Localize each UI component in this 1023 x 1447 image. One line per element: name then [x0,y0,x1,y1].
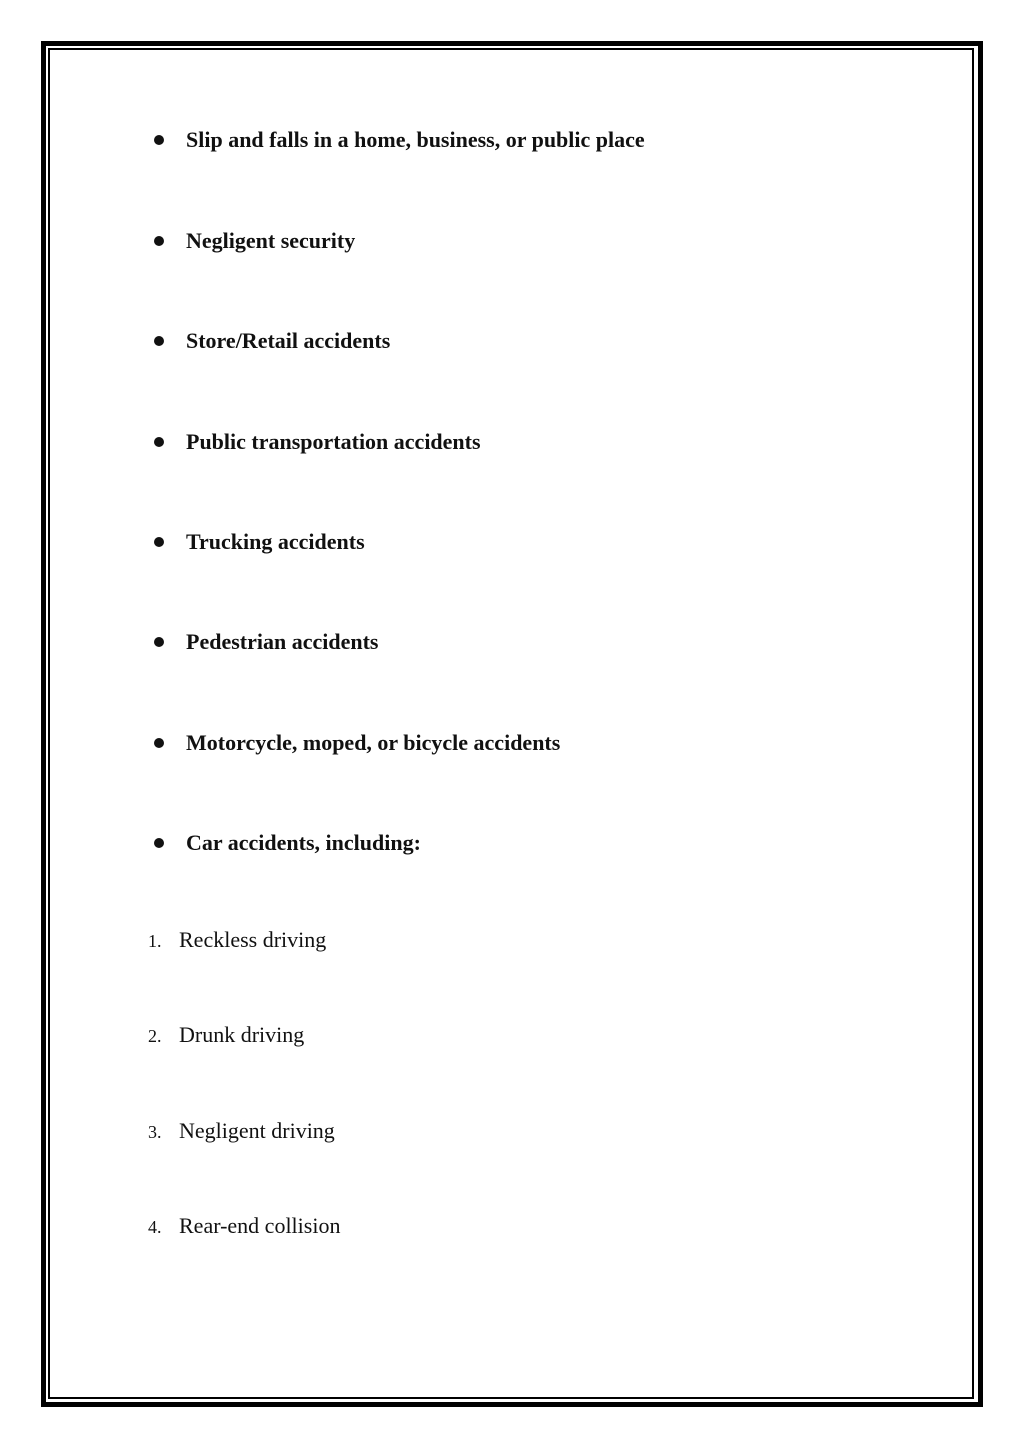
bullet-icon [154,437,164,447]
bullet-text: Public transportation accidents [186,429,481,454]
bullet-text: Negligent security [186,228,356,253]
bullet-icon [154,838,164,848]
numbered-item-text: Negligent driving [179,1118,335,1143]
bullet-icon [154,537,164,547]
numbered-item-text: Reckless driving [179,927,327,952]
bullet-icon [154,637,164,647]
bullet-text: Motorcycle, moped, or bicycle accidents [186,730,561,755]
bullet-icon [154,135,164,145]
bullet-icon [154,336,164,346]
bullet-icon [154,738,164,748]
bullet-icon [154,236,164,246]
bullet-text: Pedestrian accidents [186,629,379,654]
list-number: 1. [148,931,162,951]
bullet-text: Slip and falls in a home, business, or public place [186,127,645,152]
list-number: 3. [148,1122,162,1142]
list-number: 2. [148,1026,162,1046]
bullet-text: Car accidents, including: [186,830,421,855]
numbered-item-text: Drunk driving [179,1022,305,1047]
bullet-text: Trucking accidents [186,529,365,554]
bullet-text: Store/Retail accidents [186,328,391,353]
list-number: 4. [148,1217,162,1237]
numbered-item-text: Rear-end collision [179,1213,341,1238]
